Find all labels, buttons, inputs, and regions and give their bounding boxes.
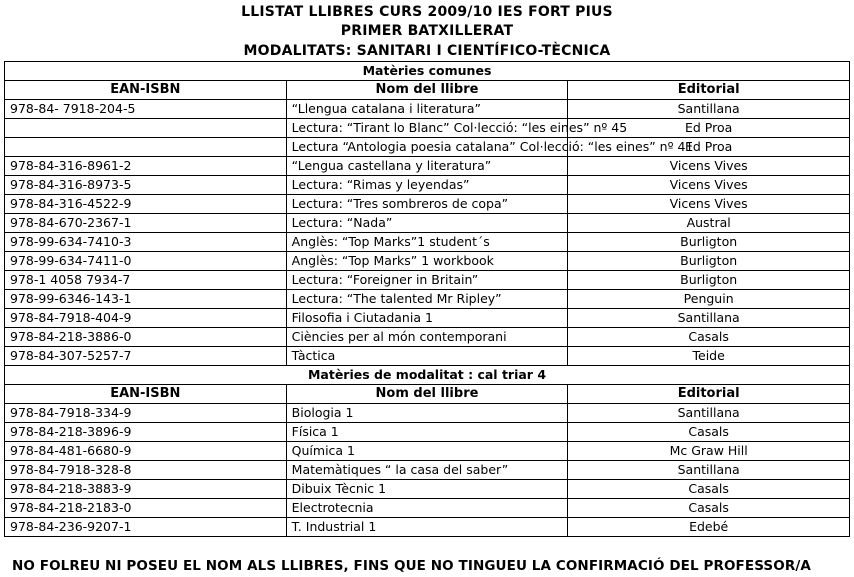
book-list-table [4,61,850,537]
editorial-cell: Casals [568,328,850,347]
book-name-cell: Anglès: “Top Marks” 1 workbook [286,252,568,271]
column-header-row [5,81,850,100]
editorial-cell: Teide [568,347,850,366]
book-name-cell: “Llengua catalana i literatura” [286,100,568,119]
table-row [5,195,850,214]
editorial-cell: Vicens Vives [568,176,850,195]
isbn-cell: 978-84-7918-404-9 [5,309,287,328]
book-name-cell: Lectura: “Rimas y leyendas” [286,176,568,195]
editorial-cell: Austral [568,214,850,233]
table-row [5,119,850,138]
table-row [5,271,850,290]
editorial-cell: Santillana [568,461,850,480]
editorial-cell: Burligton [568,233,850,252]
section-modality-header [5,366,850,385]
table-row [5,176,850,195]
isbn-cell: 978-84-316-8961-2 [5,157,287,176]
editorial-cell: Santillana [568,100,850,119]
section-title: Matèries de modalitat : cal triar 4 [5,366,850,385]
isbn-cell: 978-84-218-3886-0 [5,328,287,347]
book-name-cell: “Lengua castellana y literatura” [286,157,568,176]
table-row [5,328,850,347]
isbn-cell: 978-84-670-2367-1 [5,214,287,233]
isbn-cell: 978-84- 7918-204-5 [5,100,287,119]
table-row [5,100,850,119]
isbn-cell: 978-84-218-3883-9 [5,480,287,499]
isbn-cell: 978-84-7918-334-9 [5,404,287,423]
book-name-cell: T. Industrial 1 [286,518,568,537]
table-row [5,480,850,499]
table-row [5,233,850,252]
modalities-heading: MODALITATS: SANITARI I CIENTÍFICO-TÈCNICA [243,43,611,59]
isbn-cell: 978-84-7918-328-8 [5,461,287,480]
editorial-cell: Mc Graw Hill [568,442,850,461]
book-name-cell: Electrotecnia [286,499,568,518]
isbn-cell: 978-99-6346-143-1 [5,290,287,309]
table-row [5,290,850,309]
isbn-cell: 978-84-218-3896-9 [5,423,287,442]
table-row [5,309,850,328]
column-header-row [5,385,850,404]
table-row [5,461,850,480]
isbn-cell: 978-84-316-8973-5 [5,176,287,195]
column-header-editorial: Editorial [568,385,850,404]
book-name-cell: Lectura: “Foreigner in Britain” [286,271,568,290]
table-row [5,157,850,176]
book-name-cell: Tàctica [286,347,568,366]
isbn-cell: 978-99-634-7411-0 [5,252,287,271]
table-row [5,214,850,233]
isbn-cell: 978-84-236-9207-1 [5,518,287,537]
editorial-cell: Santillana [568,309,850,328]
book-name-cell: Filosofia i Ciutadania 1 [286,309,568,328]
section-common-header [5,62,850,81]
editorial-cell: Burligton [568,271,850,290]
book-name-cell: Lectura: “Tirant lo Blanc” Col·lecció: “les eines” nº 45 [286,119,568,138]
editorial-cell: Casals [568,423,850,442]
isbn-cell: 978-84-307-5257-7 [5,347,287,366]
book-name-cell: Lectura “Antologia poesia catalana” Col·lecció: “les eines” nº 41 [286,138,568,157]
book-name-cell: Lectura: “Tres sombreros de copa” [286,195,568,214]
book-name-cell: Lectura: “Nada” [286,214,568,233]
isbn-cell [5,138,287,157]
column-header-isbn: EAN-ISBN [5,81,287,100]
table-row [5,442,850,461]
editorial-cell: Casals [568,499,850,518]
editorial-cell: Ed Proa [568,138,850,157]
table-row [5,423,850,442]
column-header-name: Nom del llibre [286,81,568,100]
book-name-cell: Física 1 [286,423,568,442]
editorial-cell: Vicens Vives [568,157,850,176]
table-row [5,518,850,537]
table-row [5,138,850,157]
isbn-cell: 978-99-634-7410-3 [5,233,287,252]
editorial-cell: Santillana [568,404,850,423]
book-name-cell: Biologia 1 [286,404,568,423]
book-name-cell: Lectura: “The talented Mr Ripley” [286,290,568,309]
isbn-cell: 978-84-316-4522-9 [5,195,287,214]
isbn-cell: 978-84-481-6680-9 [5,442,287,461]
editorial-cell: Penguin [568,290,850,309]
table-row [5,252,850,271]
page-title: LLISTAT LLIBRES CURS 2009/10 IES FORT PIUS [241,4,613,20]
footer-notice: NO FOLREU NI POSEU EL NOM ALS LLIBRES, FINS QUE NO TINGUEU LA CONFIRMACIÓ DEL PROFESSOR/A [12,558,811,574]
isbn-cell [5,119,287,138]
book-name-cell: Química 1 [286,442,568,461]
book-name-cell: Dibuix Tècnic 1 [286,480,568,499]
editorial-cell: Burligton [568,252,850,271]
column-header-name: Nom del llibre [286,385,568,404]
page-subtitle: PRIMER BATXILLERAT [340,23,514,39]
editorial-cell: Ed Proa [568,119,850,138]
editorial-cell: Casals [568,480,850,499]
isbn-cell: 978-1 4058 7934-7 [5,271,287,290]
book-name-cell: Matemàtiques “ la casa del saber” [286,461,568,480]
column-header-isbn: EAN-ISBN [5,385,287,404]
isbn-cell: 978-84-218-2183-0 [5,499,287,518]
table-row [5,404,850,423]
section-title: Matèries comunes [5,62,850,81]
editorial-cell: Edebé [568,518,850,537]
table-row [5,347,850,366]
book-name-cell: Ciències per al món contemporani [286,328,568,347]
editorial-cell: Vicens Vives [568,195,850,214]
book-name-cell: Anglès: “Top Marks”1 student´s [286,233,568,252]
table-row [5,499,850,518]
column-header-editorial: Editorial [568,81,850,100]
